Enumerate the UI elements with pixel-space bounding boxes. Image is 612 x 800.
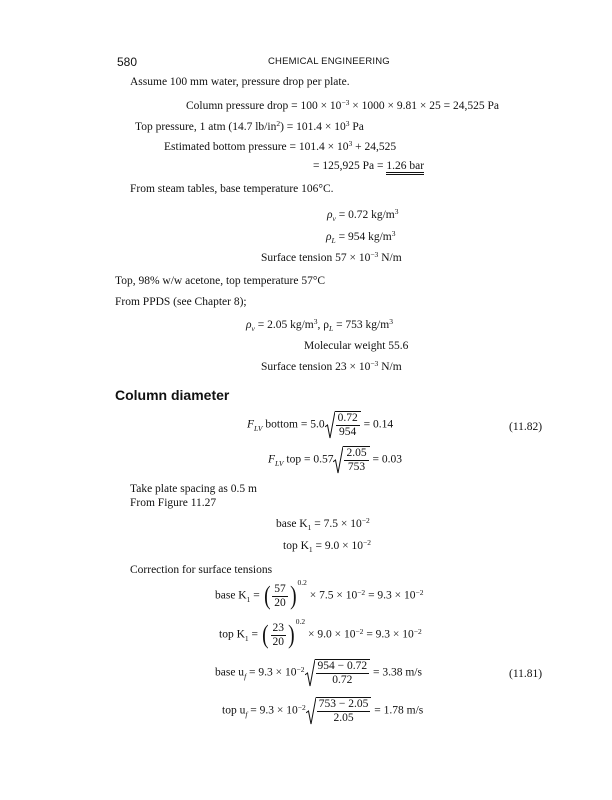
assume-line: Assume 100 mm water, pressure drop per plate. xyxy=(130,76,350,88)
bottom-pressure-answer: 1.26 bar xyxy=(386,160,424,175)
top-uf-eq: top $u_f = 9.3 \times 10^{-2}$ $\frac{753 - 2.05}{2.05}$ = 1.78 m/s xyxy=(222,698,424,724)
right-paren: ) xyxy=(288,620,295,649)
top-k1: top $K_1 = 9.0 \times 10^{-2}$ xyxy=(283,538,371,554)
correction-line: Correction for surface tensions xyxy=(130,564,273,576)
estimated-bottom-pressure-result: = 125,925 Pa = 1.26 bar xyxy=(313,159,424,173)
corrected-top-k1-eq: top $K_1$ = ( $\frac{23}{20}$ )$^{0.2} \times 9.0 \times 10^{-2} = 9.3 \times 10^{-2}$ xyxy=(219,616,422,649)
plate-spacing-line: Take plate spacing as 0.5 m xyxy=(130,483,257,495)
left-paren: ( xyxy=(261,620,269,649)
flv-top-eq: $F_{LV}$ top = 0.57 $\frac{2.05}{753}$ = 0.03 xyxy=(268,447,402,473)
surface-tension-base: Surface tension $57 \times 10^{-3}$ N/m xyxy=(261,250,402,264)
sqrt-sign: $\frac{0.72}{954}$ xyxy=(325,411,361,439)
flv-bottom-eq: $F_{LV}$ bottom = 5.0 $\frac{0.72}{954}$ = 0.14 xyxy=(247,412,394,438)
sqrt-sign: $\frac{753 - 2.05}{2.05}$ xyxy=(306,697,372,725)
column-pressure-drop-eq: Column pressure drop = $100 \times 10^{-3} \times 1000 \times 9.81 \times 25 = 24,525$ Pa xyxy=(186,98,499,112)
rho-v-base: $\rho_v = 0.72$ $kg/m^3$ xyxy=(327,207,399,223)
top-acetone-line: Top, 98% w/w acetone, top temperature 57°C xyxy=(115,275,326,287)
base-uf-eq: base $u_f = 9.3 \times 10^{-2}$ $\frac{954 - 0.72}{0.72}$ = 3.38 m/s xyxy=(215,660,422,686)
sqrt-sign: $\frac{2.05}{753}$ xyxy=(333,446,369,474)
rho-l-base: $\rho_L = 954$ $kg/m^3$ xyxy=(326,229,396,245)
ppds-line: From PPDS (see Chapter 8); xyxy=(115,296,247,308)
top-pressure-eq: Top pressure, 1 atm (14.7 $lb/in^2) = 101.4 \times 10^3$ Pa xyxy=(135,119,364,133)
rho-top: $\rho_v = 2.05$ $kg/m^3$, $\rho_L = 753$ $kg/m^3$ xyxy=(246,317,393,333)
eq-ref-11-81: (11.81) xyxy=(509,668,543,680)
steam-tables-line: From steam tables, base temperature 106°C. xyxy=(130,183,334,195)
corrected-base-k1-eq: base $K_1$ = ( $\frac{57}{20}$ )$^{0.2} \times 7.5 \times 10^{-2} = 9.3 \times 10^{-2}$ xyxy=(215,577,424,610)
sqrt-sign: $\frac{954 - 0.72}{0.72}$ xyxy=(305,659,371,687)
eq-ref-11-82: (11.82) xyxy=(509,421,543,433)
page-number: 580 xyxy=(117,55,138,69)
estimated-bottom-pressure-eq: Estimated bottom pressure = $101.4 \times 10^3 + 24,525$ xyxy=(164,139,397,153)
surface-tension-top: Surface tension $23 \times 10^{-3}$ N/m xyxy=(261,359,402,373)
base-k1: base $K_1 = 7.5 \times 10^{-2}$ xyxy=(276,516,370,532)
section-heading: Column diameter xyxy=(115,387,230,403)
molecular-weight: Molecular weight 55.6 xyxy=(304,340,409,352)
left-paren: ( xyxy=(263,581,271,610)
running-title: CHEMICAL ENGINEERING xyxy=(268,56,390,67)
right-paren: ) xyxy=(289,581,297,610)
figure-ref-line: From Figure 11.27 xyxy=(130,497,217,509)
